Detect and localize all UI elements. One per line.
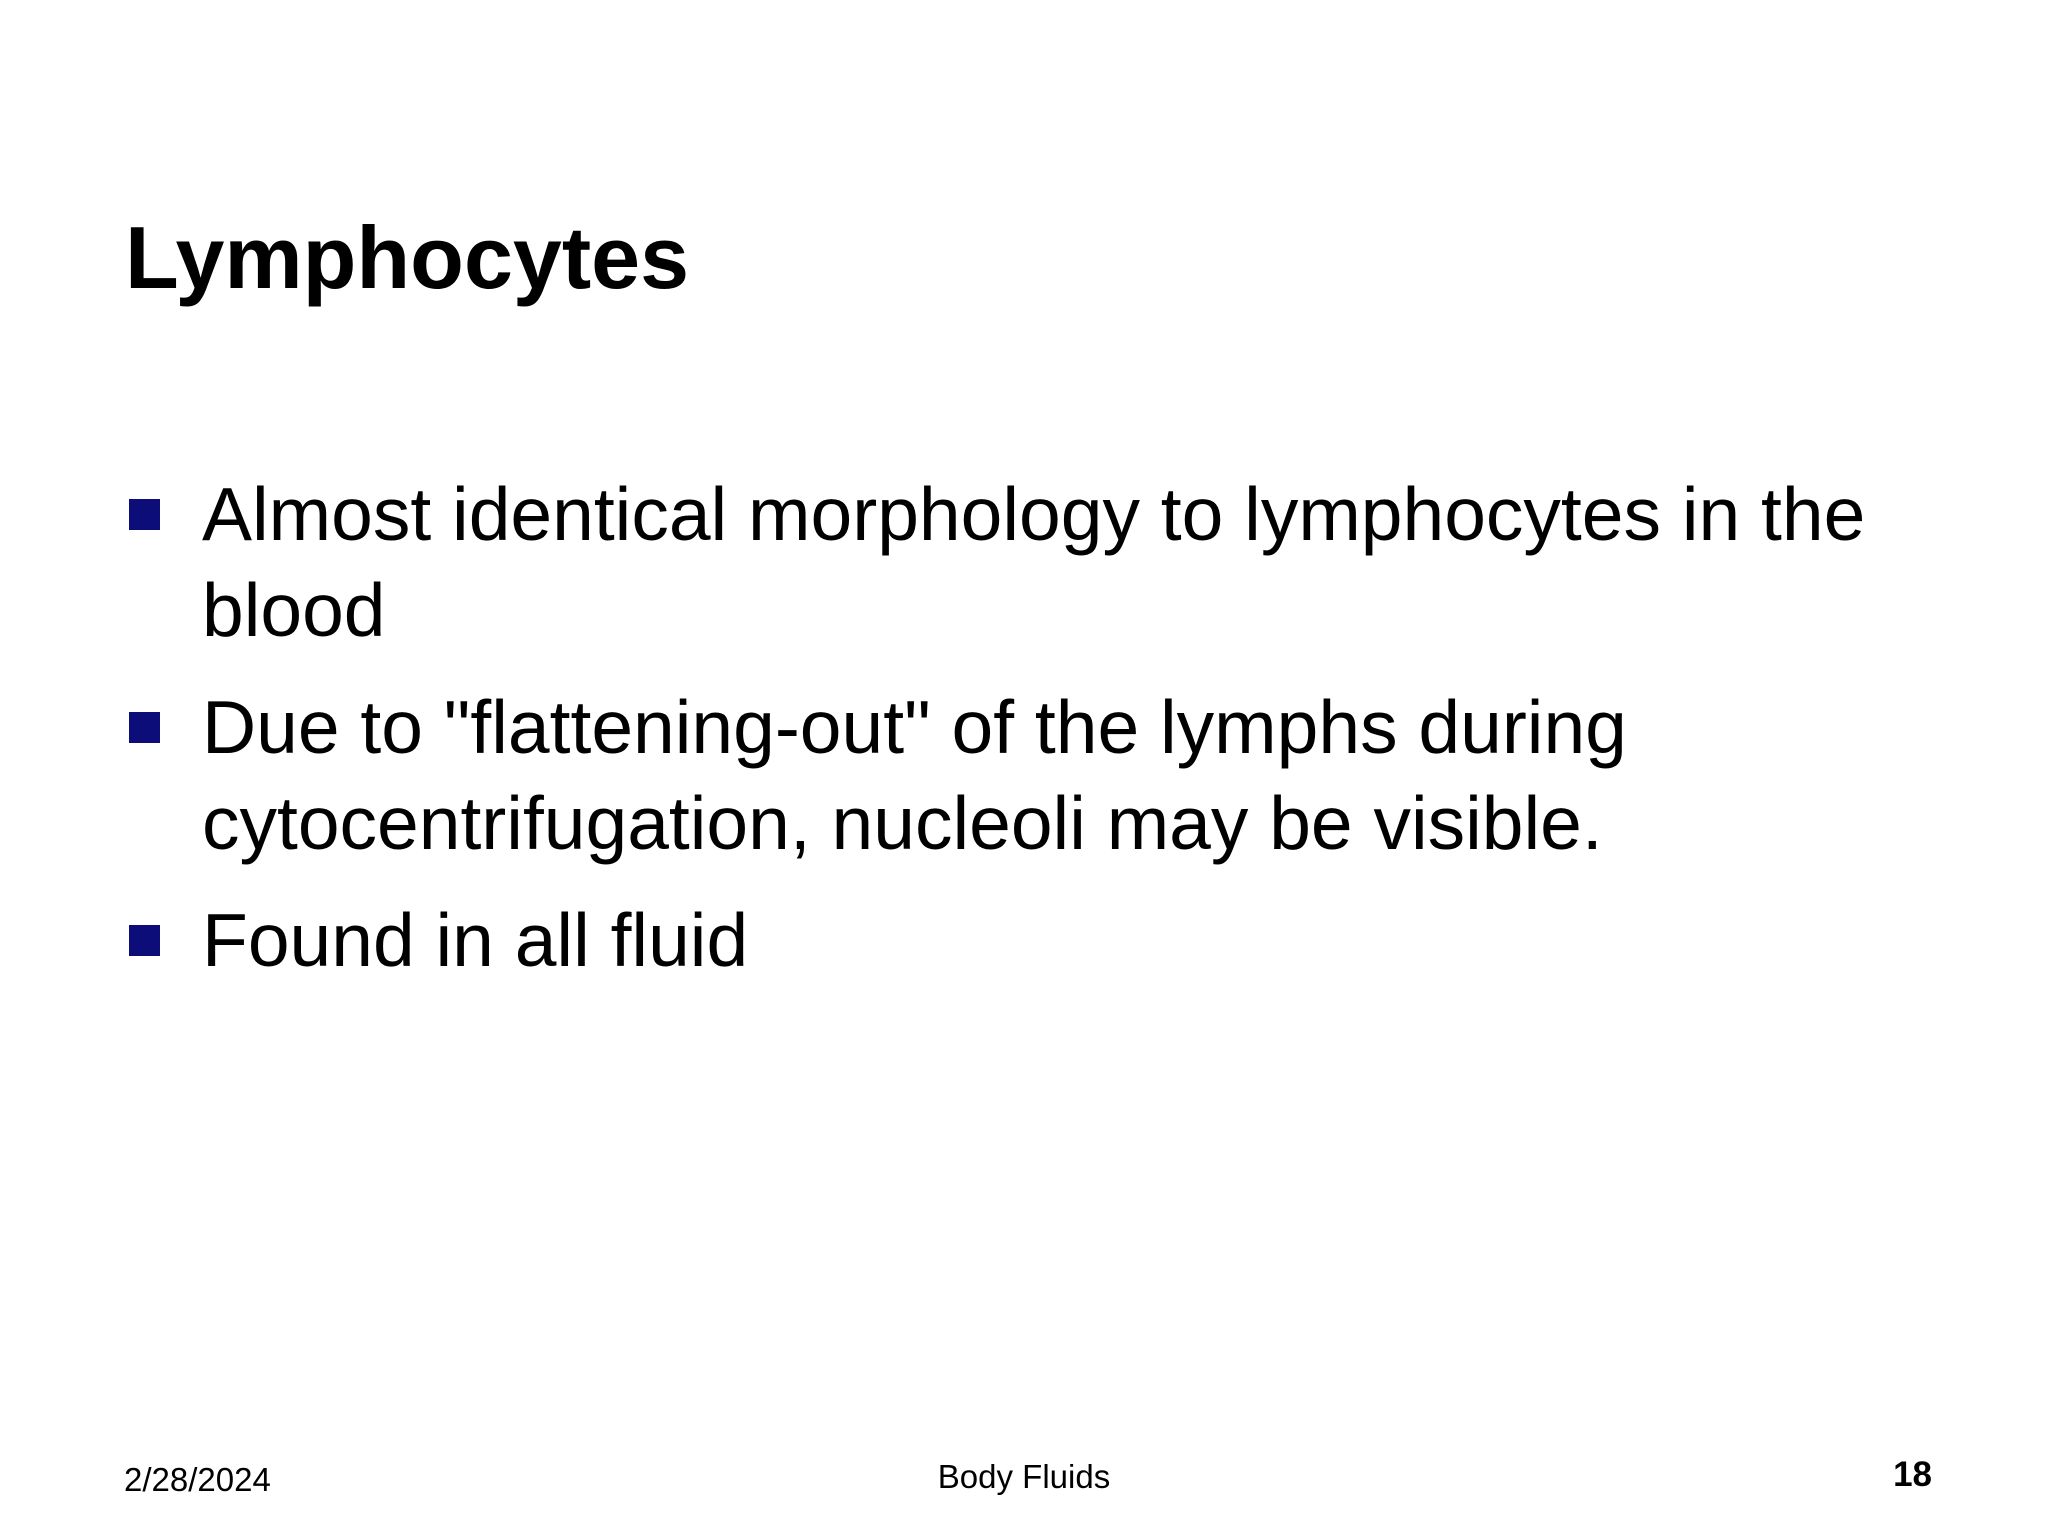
bullet-item [125, 466, 1925, 658]
footer-title: Body Fluids [937, 1458, 1111, 1495]
square-bullet-icon [129, 712, 160, 743]
bullet-text: Found in all fluid [202, 898, 749, 982]
page-number: 18 [1893, 1455, 1932, 1494]
bullet-item [125, 892, 1925, 988]
footer-date: 2/28/2024 [124, 1461, 271, 1498]
bullet-list [125, 466, 1925, 1009]
square-bullet-icon [129, 925, 160, 956]
slide-title: Lymphocytes [125, 208, 690, 307]
bullet-text: Almost identical morphology to lymphocytes in the blood [202, 472, 1866, 652]
square-bullet-icon [129, 499, 160, 530]
bullet-text: Due to "flattening-out" of the lymphs during cytocentrifugation, nucleoli may be visible. [202, 685, 1627, 865]
bullet-item [125, 679, 1925, 871]
